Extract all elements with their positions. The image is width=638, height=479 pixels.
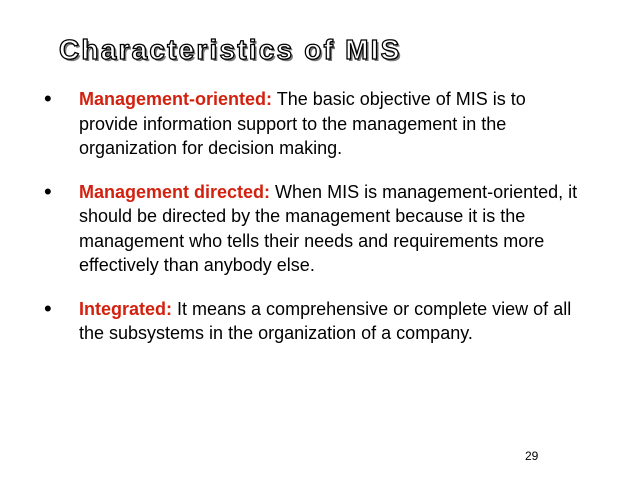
slide-title: Characteristics of MIS [59, 34, 402, 65]
bullet-item-management-oriented [44, 87, 584, 161]
bullet-point-icon: • [44, 295, 52, 321]
bullet-description: It means a comprehensive or complete view of all the subsystems in the organization of a company. [79, 298, 572, 343]
bullet-term: Integrated: [79, 298, 173, 319]
bullet-description: When MIS is management-oriented, it should be directed by the management because it is the management who tells their needs and requirements more effectively than anybody else. [79, 181, 578, 275]
bullet-term: Management directed: [79, 181, 271, 202]
bullet-point-icon: • [44, 178, 52, 204]
bullet-term: Management-oriented: [79, 89, 273, 109]
bullet-description: The basic objective of MIS is to provide information support to the management in the organization for decision making. [79, 89, 526, 158]
bullet-list [44, 87, 584, 346]
bullet-item-integrated [44, 297, 584, 346]
bullet-item-management-directed [44, 180, 584, 278]
page-number: 29 [525, 449, 539, 463]
bullet-point-icon: • [44, 86, 52, 111]
